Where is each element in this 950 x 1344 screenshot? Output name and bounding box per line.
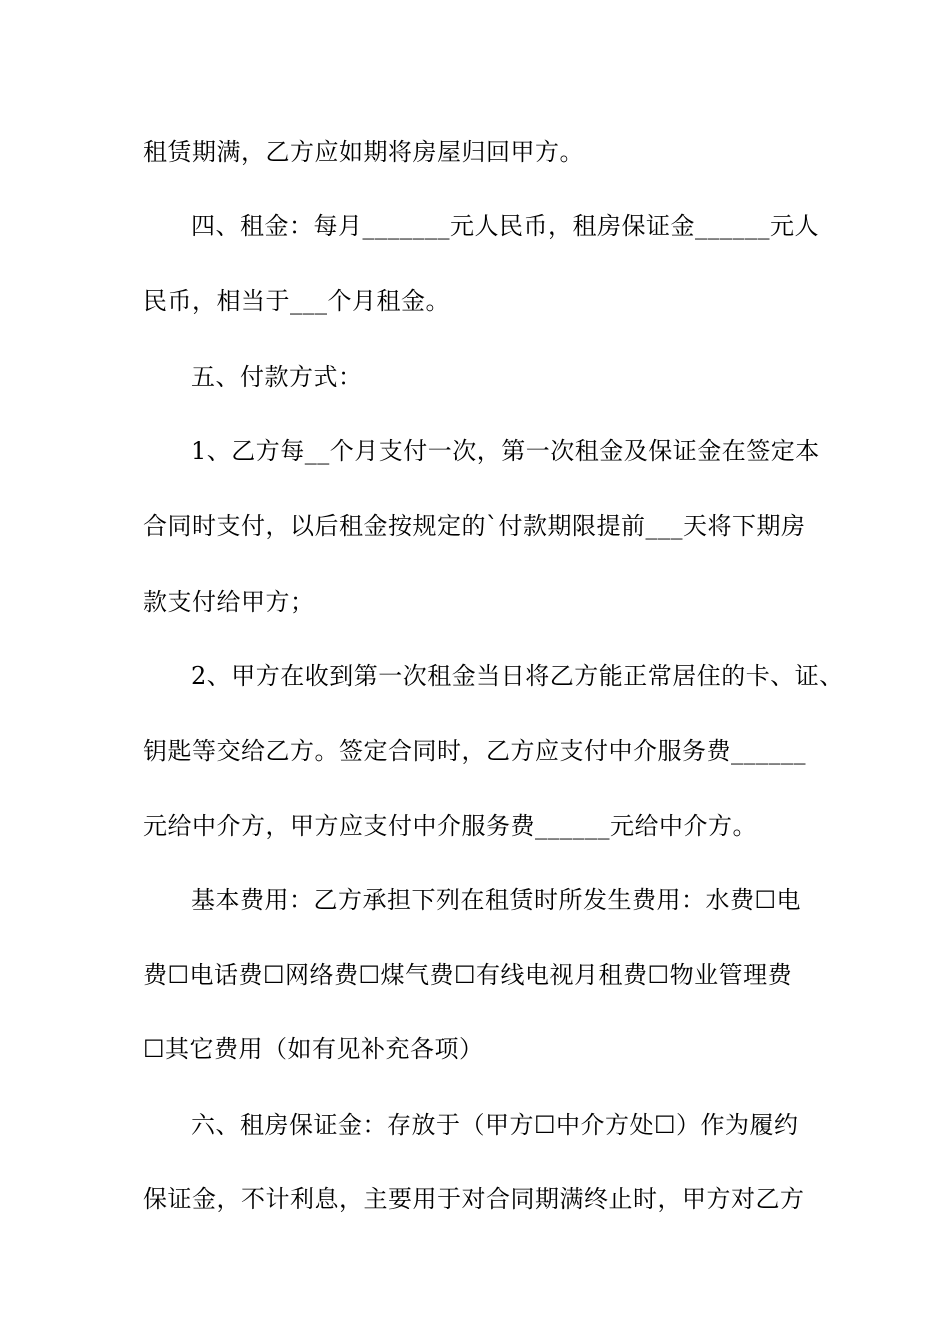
text-line: 钥匙等交给乙方。签定合同时，乙方应支付中介服务费______ <box>143 737 806 765</box>
section-heading: 五、付款方式： <box>191 363 363 391</box>
text-line: 保证金，不计利息，主要用于对合同期满终止时，甲方对乙方 <box>143 1185 805 1213</box>
text-line: 费☐电话费☐网络费☐煤气费☐有线电视月租费☐物业管理费 <box>143 961 793 989</box>
text-line: 2、甲方在收到第一次租金当日将乙方能正常居住的卡、证、 <box>191 662 844 690</box>
text-line: 款支付给甲方； <box>143 588 315 616</box>
text-line: 六、租房保证金：存放于（甲方☐中介方处☐）作为履约 <box>191 1111 799 1139</box>
text-line: 四、租金：每月_______元人民币，租房保证金______元人 <box>191 212 819 240</box>
text-line: 元给中介方，甲方应支付中介服务费______元给中介方。 <box>143 812 757 840</box>
text-line: ☐其它费用（如有见补充各项） <box>143 1035 484 1063</box>
text-line: 1、乙方每__个月支付一次，第一次租金及保证金在签定本 <box>191 437 820 465</box>
text-line: 民币，相当于___个月租金。 <box>143 287 450 315</box>
text-line: 合同时支付，以后租金按规定的`付款期限提前___天将下期房 <box>143 512 806 540</box>
text-line: 基本费用：乙方承担下列在租赁时所发生费用：水费☐电 <box>191 886 802 914</box>
text-line: 租赁期满，乙方应如期将房屋归回甲方。 <box>143 138 584 166</box>
